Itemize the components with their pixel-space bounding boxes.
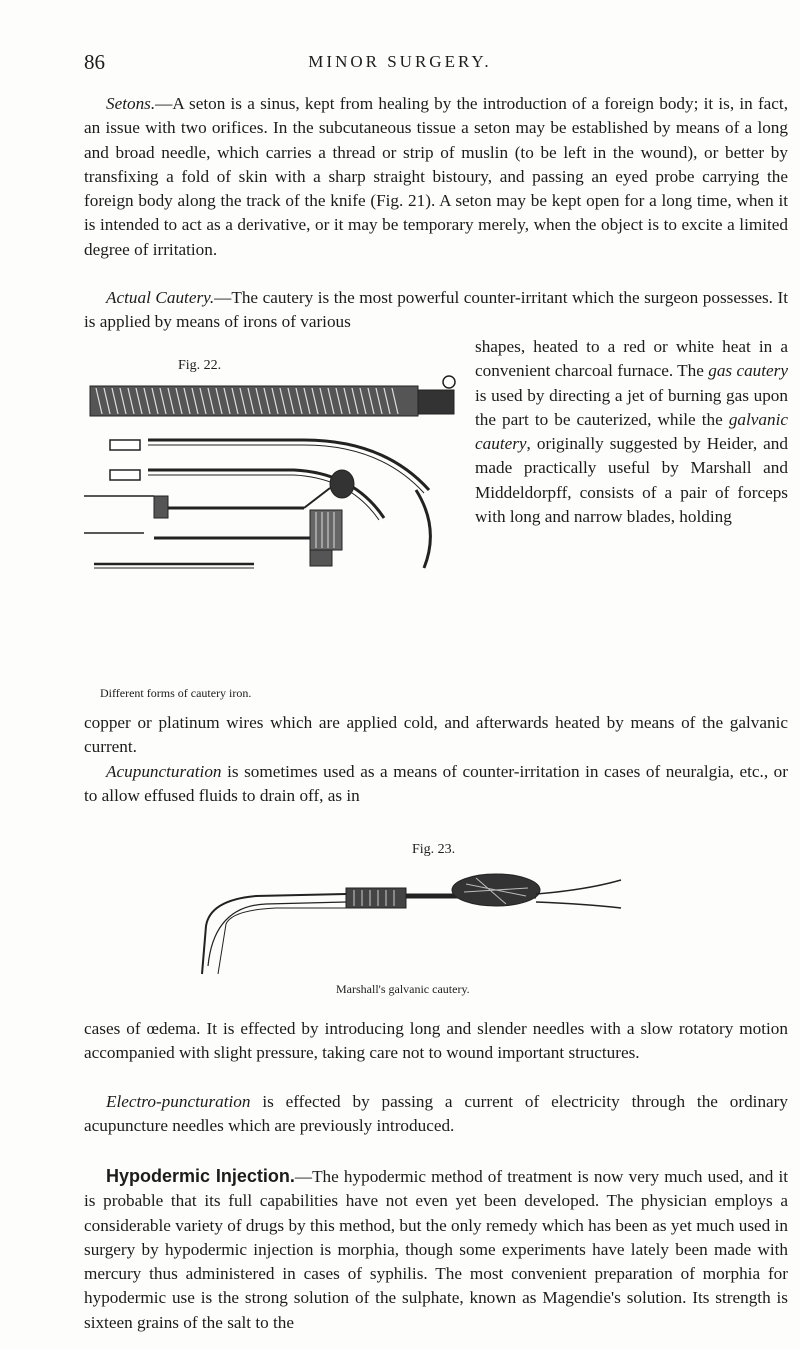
acupuncturation-continuation: cases of œdema. It is effected by introducing long and slender needles with a slow rotatory motion accompanied with slight pressure, taking care not to wound important structures. (84, 1019, 788, 1063)
electro-puncturation-paragraph (84, 1090, 788, 1139)
fig23-label: Fig. 23. (412, 842, 456, 857)
gas-cautery-term: gas cautery (708, 361, 788, 381)
fig23-illustration (196, 866, 626, 976)
acupuncturation-heading: Acupuncturation (106, 762, 222, 781)
running-title: MINOR SURGERY. (308, 52, 492, 71)
cautery-iron-1 (90, 376, 455, 416)
cautery-iron-2 (110, 440, 429, 493)
acupuncturation-text: is sometimes used as a means of counter-irritation in cases of neuralgia, etc., or to allow effused fluids to drain off, as in (84, 762, 788, 806)
setons-paragraph (84, 92, 788, 262)
cautery-side-2: is used by directing a jet of burning gas upon the part to be cauterized, while the (475, 385, 788, 429)
cautery-heading: Actual Cautery. (106, 288, 215, 307)
fig22-illustration (84, 378, 464, 678)
cautery-side-1: shapes, heated to a red or white heat in a convenient charcoal furnace. The (475, 337, 788, 381)
cautery-text: —The cautery is the most powerful counter-irritant which the surgeon possesses. It is applied by means of irons of various (84, 288, 788, 332)
electro-puncturation-text: is effected by passing a current of electricity through the ordinary acupuncture needles which are previously introduced. (84, 1092, 788, 1136)
cautery-side-text (475, 335, 788, 529)
cautery-paragraph-continuation: copper or platinum wires which are applied cold, and afterwards heated by means of the galvanic current. (84, 713, 788, 757)
cautery-side-3: , originally suggested by Heider, and made practically useful by Marshall and Middeldorpff, consists of a pair of forceps with long and narrow blades, holding (475, 434, 788, 527)
cautery-iron-curve (416, 490, 430, 568)
fig23-caption: Marshall's galvanic cautery. (336, 982, 470, 996)
setons-heading: Setons. (106, 94, 156, 113)
cautery-paragraph-top (84, 286, 788, 335)
page-number: 86 (84, 50, 105, 74)
electro-puncturation-heading: Electro-puncturation (106, 1092, 251, 1111)
cautery-iron-6 (94, 564, 254, 568)
cautery-iron-5 (84, 510, 342, 566)
fig22-caption: Different forms of cautery iron. (100, 686, 252, 700)
hypodermic-heading: Hypodermic Injection. (106, 1166, 295, 1186)
page-header (0, 50, 800, 80)
acupuncturation-paragraph (84, 760, 788, 809)
hypodermic-paragraph (84, 1164, 788, 1335)
hypodermic-text: —The hypodermic method of treatment is now very much used, and it is probable that its full capabilities have not even yet been developed. The physician employs a considerable variety of drugs by this method, but the only remedy which has been as yet much used in surgery by hypodermic injection is morphia, though some experiments have lately been made with mercury thus administered in cases of syphilis. The most convenient preparation of morphia for hypodermic use is the strong solution of the sulphate, known as Magendie's solution. Its strength is sixteen grains of the salt to the (84, 1167, 788, 1332)
galvanic-cautery-term: galvanic cautery (475, 409, 788, 454)
setons-text: —A seton is a sinus, kept from healing by the introduction of a foreign body; it is, in fact, an issue with two orifices. In the subcutaneous tissue a seton may be established by means of a long and broad needle, which carries a thread or strip of muslin (to be left in the wound), or better by transfixing a fold of skin with a sharp straight bistoury, and passing an eyed probe carrying the foreign body along the track of the knife (Fig. 21). A seton may be kept open for a long time, when it is intended to act as a derivative, or it may be temporary merely, when the object is to excite a limited degree of irritation. (84, 94, 788, 259)
fig22-label: Fig. 22. (178, 358, 222, 373)
